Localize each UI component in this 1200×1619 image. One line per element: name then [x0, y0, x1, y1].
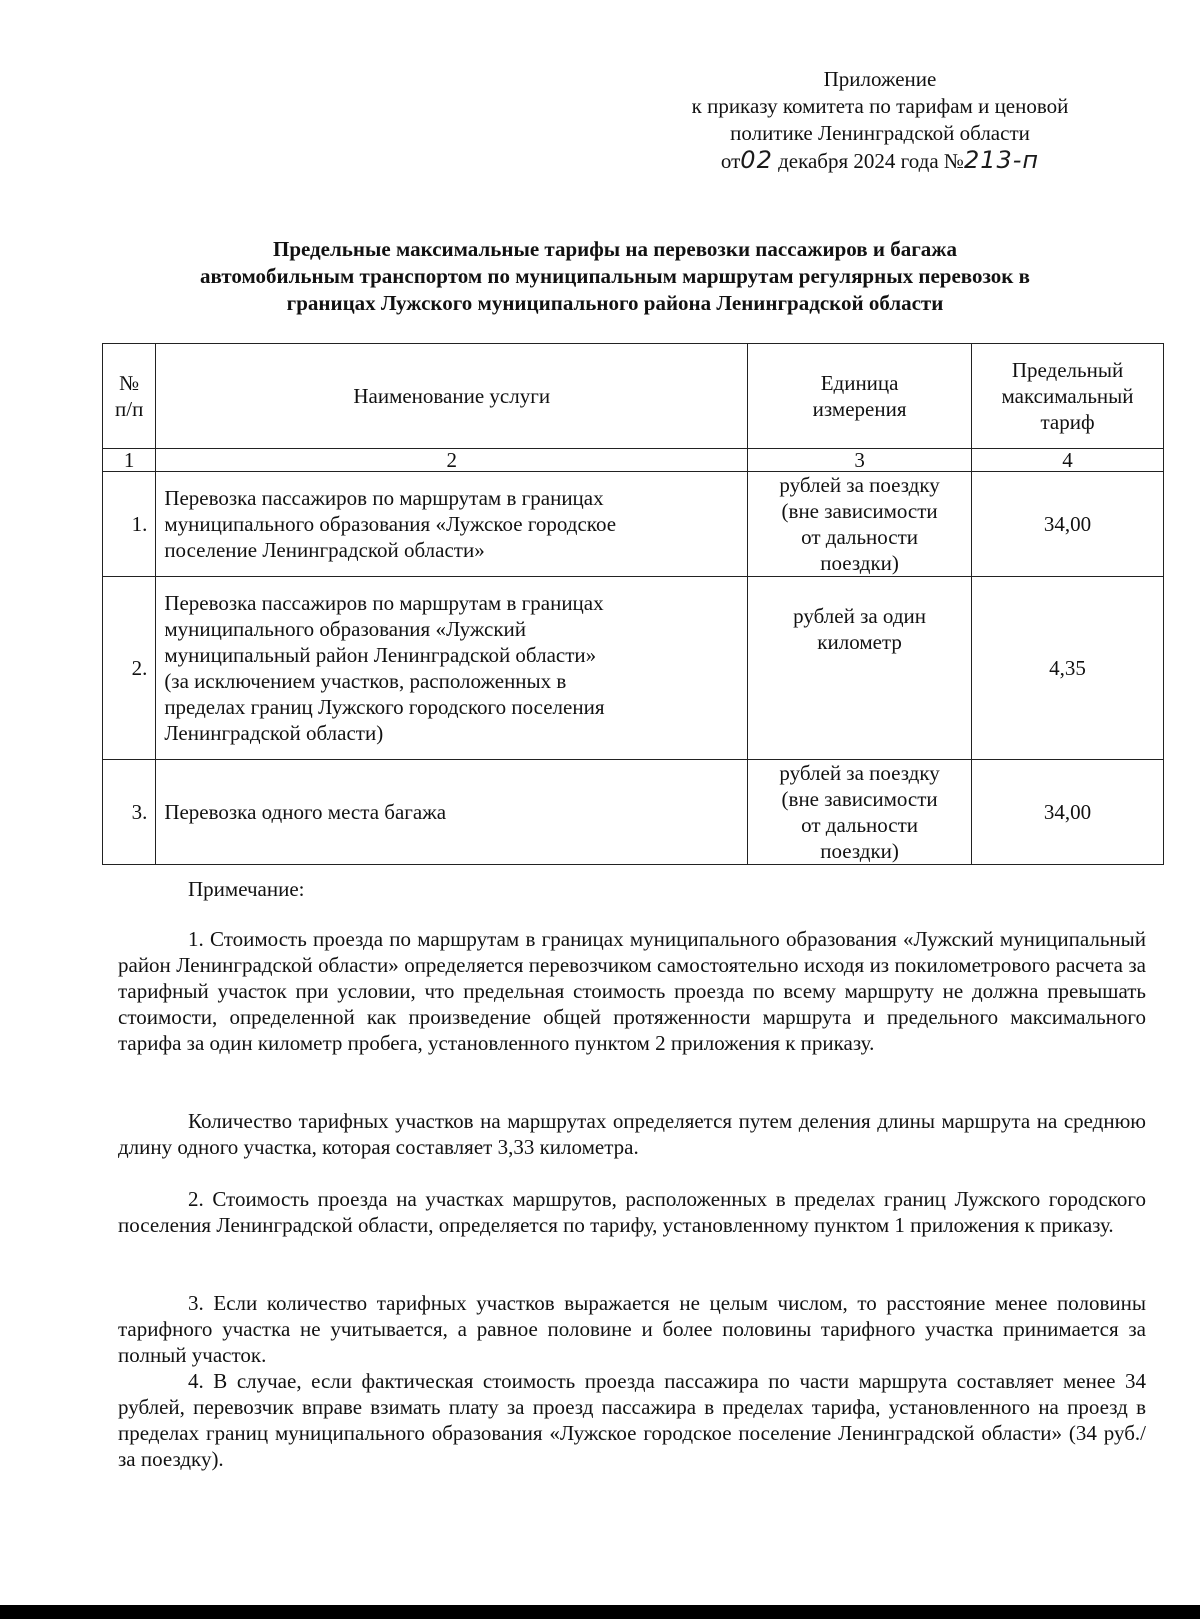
notes-title: Примечание:: [188, 877, 305, 901]
row-number: 2.: [103, 577, 156, 760]
tariff-value: 34,00: [972, 760, 1164, 865]
unit-of-measure: рублей за поездку (вне зависимости от дальности поездки): [748, 760, 972, 865]
column-number: 1: [103, 449, 156, 472]
row-number: 1.: [103, 472, 156, 577]
tariff-value: 34,00: [972, 472, 1164, 577]
table-header-row: [103, 344, 1164, 449]
column-number: 2: [156, 449, 748, 472]
header-tariff: Предельный максимальный тариф: [972, 344, 1164, 449]
header-date-line: [600, 147, 1160, 175]
document-title: [100, 236, 1130, 317]
header-unit: Единица измерения: [748, 344, 972, 449]
column-number-row: [103, 449, 1164, 472]
handwritten-day: 02: [740, 146, 773, 174]
row-number: 3.: [103, 760, 156, 865]
table-row: [103, 472, 1164, 577]
column-number: 3: [748, 449, 972, 472]
service-name: Перевозка одного места багажа: [156, 760, 748, 865]
date-prefix: от: [720, 149, 741, 173]
header-line-3: политике Ленинградской области: [730, 121, 1030, 145]
appendix-header: [600, 66, 1160, 175]
date-rest: декабря 2024 года №: [778, 149, 964, 173]
note-paragraph-4: 3. Если количество тарифных участков выражается не целым числом, то расстояние менее половины тарифного участка не учитывается, а равное половине и более половины тарифного участка принимается за полный участок.: [118, 1291, 1146, 1367]
title-line-2: автомобильным транспортом по муниципальным маршрутам регулярных перевозок в: [200, 264, 1030, 288]
header-number: № п/п: [103, 344, 156, 449]
tariff-table: [102, 343, 1164, 865]
note-paragraph-1: 1. Стоимость проезда по маршрутам в границах муниципального образования «Лужский муниципальный район Ленинградской области» определяется перевозчиком самостоятельно исходя из покилометрового расчета за тарифный участок при условии, что предельная стоимость проезда по всему маршруту не должна превышать стоимости, определенной как произведение общей протяженности маршрута и предельного максимального тарифа за один километр пробега, установленного пунктом 2 приложения к приказу.: [118, 927, 1146, 1055]
unit-of-measure: рублей за один километр: [748, 577, 972, 760]
column-number: 4: [972, 449, 1164, 472]
title-line-1: Предельные максимальные тарифы на перевозки пассажиров и багажа: [273, 237, 957, 261]
note-paragraph-3: 2. Стоимость проезда на участках маршрутов, расположенных в пределах границ Лужского городского поселения Ленинградской области, определяется по тарифу, установленному пунктом 1 приложения к приказу.: [118, 1187, 1146, 1237]
handwritten-order-number: 213-п: [963, 146, 1040, 174]
service-name: Перевозка пассажиров по маршрутам в границах муниципального образования «Лужское городское поселение Ленинградской области»: [156, 472, 748, 577]
service-name: Перевозка пассажиров по маршрутам в границах муниципального образования «Лужский муниципальный район Ленинградской области» (за исключением участков, расположенных в пределах границ Лужского городского поселения Ленинградской области): [156, 577, 748, 760]
header-service-name: Наименование услуги: [156, 344, 748, 449]
title-line-3: границах Лужского муниципального района Ленинградской области: [286, 291, 944, 315]
header-line-2: к приказу комитета по тарифам и ценовой: [691, 94, 1069, 118]
table-row: [103, 760, 1164, 865]
header-line-1: Приложение: [823, 67, 937, 91]
unit-of-measure: рублей за поездку (вне зависимости от дальности поездки): [748, 472, 972, 577]
note-paragraph-2: Количество тарифных участков на маршрутах определяется путем деления длины маршрута на среднюю длину одного участка, которая составляет 3,33 километра.: [118, 1109, 1146, 1159]
note-paragraph-5: 4. В случае, если фактическая стоимость проезда пассажира по части маршрута составляет менее 34 рублей, перевозчик вправе взимать плату за проезд пассажира в пределах тарифа, установленного на проезд в пределах границ муниципального образования «Лужское городское поселение Ленинградской области» (34 руб./за поездку).: [118, 1369, 1146, 1471]
table-row: [103, 577, 1164, 760]
scan-edge-bar: [0, 1605, 1200, 1619]
tariff-value: 4,35: [972, 577, 1164, 760]
